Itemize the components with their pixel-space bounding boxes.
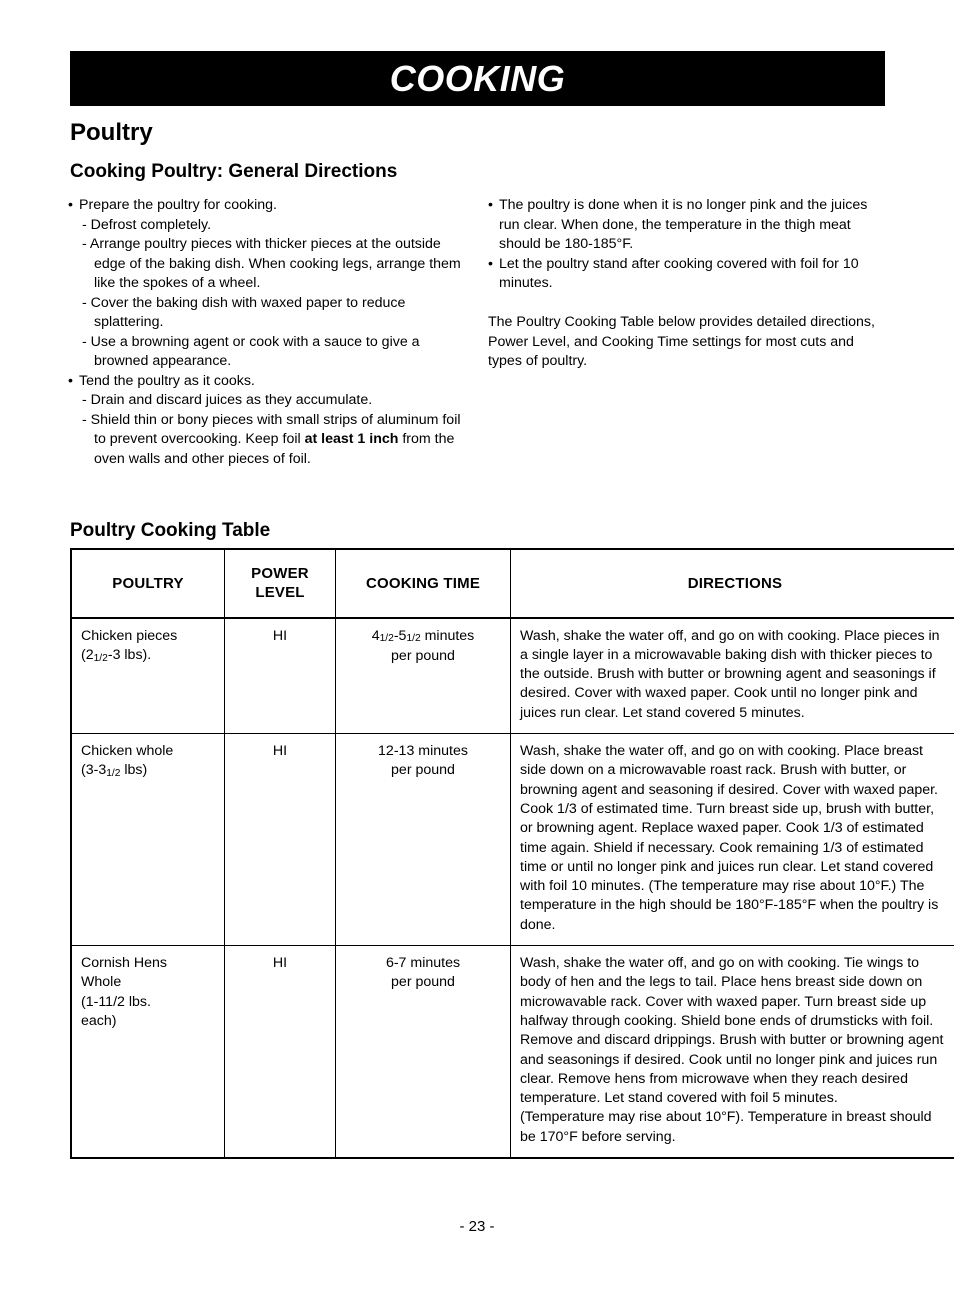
- cell-text: Cornish Hens: [81, 955, 167, 972]
- fraction-text: 1/2: [106, 768, 121, 780]
- table-row: [71, 618, 954, 734]
- sub-bullet-item: [68, 411, 468, 470]
- column-header-cooking-time: COOKING TIME: [336, 549, 511, 618]
- fraction-text: 1/2: [379, 633, 394, 645]
- column-header-power-level: [225, 549, 336, 618]
- cell-cooking-time: [336, 734, 511, 946]
- cell-line: [345, 973, 501, 992]
- cell-poultry: [71, 734, 225, 946]
- directions-paragraph: Wash, shake the water off, and go on with cooking. Tie wings to body of hen and the legs to tail. Place hens breast side down on microwavable rack. Cover with waxed paper. Turn breast side up halfway through cooking. Shield bone ends of drumsticks with foil. Remove and discard drippings. Brush with butter or browning agent and seasonings if desired. Cook until no longer pink and juices run clear. Remove hens from microwave when they reach desired temperature. Let stand covered with foil 5 minutes.: [520, 955, 944, 1107]
- sub-bullet-item: - Drain and discard juices as they accumulate.: [68, 391, 468, 411]
- cell-text: per pound: [391, 647, 455, 664]
- table-row: [71, 734, 954, 946]
- directions-paragraph: Wash, shake the water off, and go on with cooking. Place pieces in a single layer in a microwavable baking dish with thicker pieces to the outside. Brush with butter or browning agent and seasonings if desired. Cover with waxed paper. Cook until no longer pink and juices run clear. Let stand covered 5 minutes.: [520, 627, 940, 721]
- table-row: [71, 946, 954, 1158]
- power-level-line-1: POWER: [251, 565, 309, 582]
- cell-line: [81, 627, 215, 646]
- emphasis-text: at least 1 inch: [304, 431, 399, 447]
- cell-line: [81, 761, 215, 781]
- page-number: - 23 -: [459, 1218, 495, 1235]
- poultry-cooking-table-wrapper: [70, 548, 944, 1159]
- cell-line: [81, 742, 215, 761]
- cell-text: lbs): [120, 762, 148, 779]
- cell-line: [345, 647, 501, 666]
- cell-text: each): [81, 1012, 117, 1029]
- cell-text: (3-3: [81, 762, 107, 779]
- cell-text: 6-7 minutes: [385, 955, 461, 972]
- column-header-directions: DIRECTIONS: [511, 549, 954, 618]
- table-body: [71, 618, 954, 1158]
- table-heading: Poultry Cooking Table: [70, 520, 271, 541]
- sub-bullet-item: - Arrange poultry pieces with thicker pieces at the outside edge of the baking dish. When cooking legs, arrange them like the spokes of a wheel.: [68, 235, 468, 294]
- table-header-row: [71, 549, 954, 618]
- cell-text: (1-11/2 lbs.: [81, 993, 151, 1010]
- cell-directions: [511, 946, 954, 1158]
- fraction-text: 1/2: [93, 652, 108, 664]
- sub-bullet-item: - Use a browning agent or cook with a sauce to give a browned appearance.: [68, 333, 468, 372]
- cell-directions: [511, 618, 954, 734]
- cell-text: 4: [371, 627, 380, 644]
- cell-line: [81, 993, 215, 1012]
- chapter-banner: [70, 51, 885, 106]
- sub-bullet-item: - Defrost completely.: [68, 216, 468, 236]
- bullet-item: • The poultry is done when it is no longer pink and the juices run clear. When done, the temperature in the thigh meat should be 180-185°F.: [488, 196, 888, 255]
- cell-line: [345, 954, 501, 973]
- directions-paragraph: Wash, shake the water off, and go on with cooking. Place breast side down on a microwavable roast rack. Brush with butter, or browning agent and seasoning if desired. Cover with waxed paper. Cook 1/3 of estimated time. Turn breast side up, brush with butter, or browning agent. Replace waxed paper. Cook 1/3 of estimated time again. Shield if necessary. Cook remaining 1/3 of estimated time or until no longer pink and juices run clear. Let stand covered with foil 10 minutes. (The temperature may rise about 10°F.) The temperature in the high should be 180°F-185°F when the poultry is done.: [520, 743, 939, 933]
- cell-cooking-time: [336, 946, 511, 1158]
- body-text: Shield thin or bony pieces with small strips of aluminum foil to prevent overcooking. Keep foil: [90, 411, 461, 447]
- cell-poultry: [71, 946, 225, 1158]
- cell-text: 12-13 minutes: [378, 743, 468, 760]
- cell-power-level: HI: [225, 946, 336, 1158]
- cell-text: -3 lbs).: [107, 646, 152, 663]
- power-level-line-2: LEVEL: [255, 584, 305, 602]
- bullet-item: • Let the poultry stand after cooking covered with foil for 10 minutes.: [488, 255, 888, 294]
- cell-text: Chicken pieces: [81, 627, 178, 644]
- paragraph: The Poultry Cooking Table below provides detailed directions, Power Level, and Cooking Time settings for most cuts and types of poultry.: [488, 314, 875, 369]
- fraction-text: 1/2: [406, 633, 421, 645]
- cell-line: [81, 1012, 215, 1031]
- cell-text: per pound: [391, 762, 455, 779]
- section-heading: Poultry: [70, 119, 153, 146]
- cell-poultry: [71, 618, 225, 734]
- poultry-cooking-table: [70, 548, 954, 1159]
- cell-line: [345, 761, 501, 780]
- general-directions-right-column: [488, 196, 888, 372]
- cell-line: [345, 742, 501, 761]
- sub-bullet-item: - Cover the baking dish with waxed paper to reduce splattering.: [68, 294, 468, 333]
- directions-paragraph: (Temperature may rise about 10°F). Temperature in breast should be 170°F before serving.: [520, 1109, 932, 1145]
- bullet-item: • Prepare the poultry for cooking.: [68, 196, 468, 216]
- cell-text: (2: [81, 646, 94, 663]
- bullet-item: • Tend the poultry as it cooks.: [68, 372, 468, 392]
- cell-cooking-time: [336, 618, 511, 734]
- general-directions-heading: Cooking Poultry: General Directions: [70, 161, 398, 182]
- column-header-poultry: POULTRY: [71, 549, 225, 618]
- cell-directions: [511, 734, 954, 946]
- paragraph-spacer: [488, 294, 888, 314]
- cell-text: minutes: [420, 627, 475, 644]
- body-text: from the oven walls and other pieces of foil.: [94, 431, 455, 467]
- chapter-banner-title: COOKING: [389, 57, 566, 99]
- cell-text: Chicken whole: [81, 743, 174, 760]
- table-header: [71, 549, 954, 618]
- cell-text: -5: [393, 627, 407, 644]
- cell-text: per pound: [391, 974, 455, 991]
- cell-line: [81, 954, 215, 973]
- cell-line: [345, 627, 501, 647]
- cell-line: [81, 646, 215, 666]
- cell-power-level: HI: [225, 618, 336, 734]
- cell-power-level: HI: [225, 734, 336, 946]
- cell-text: Whole: [81, 974, 122, 991]
- general-directions-left-column: [68, 196, 468, 469]
- cell-line: [81, 973, 215, 992]
